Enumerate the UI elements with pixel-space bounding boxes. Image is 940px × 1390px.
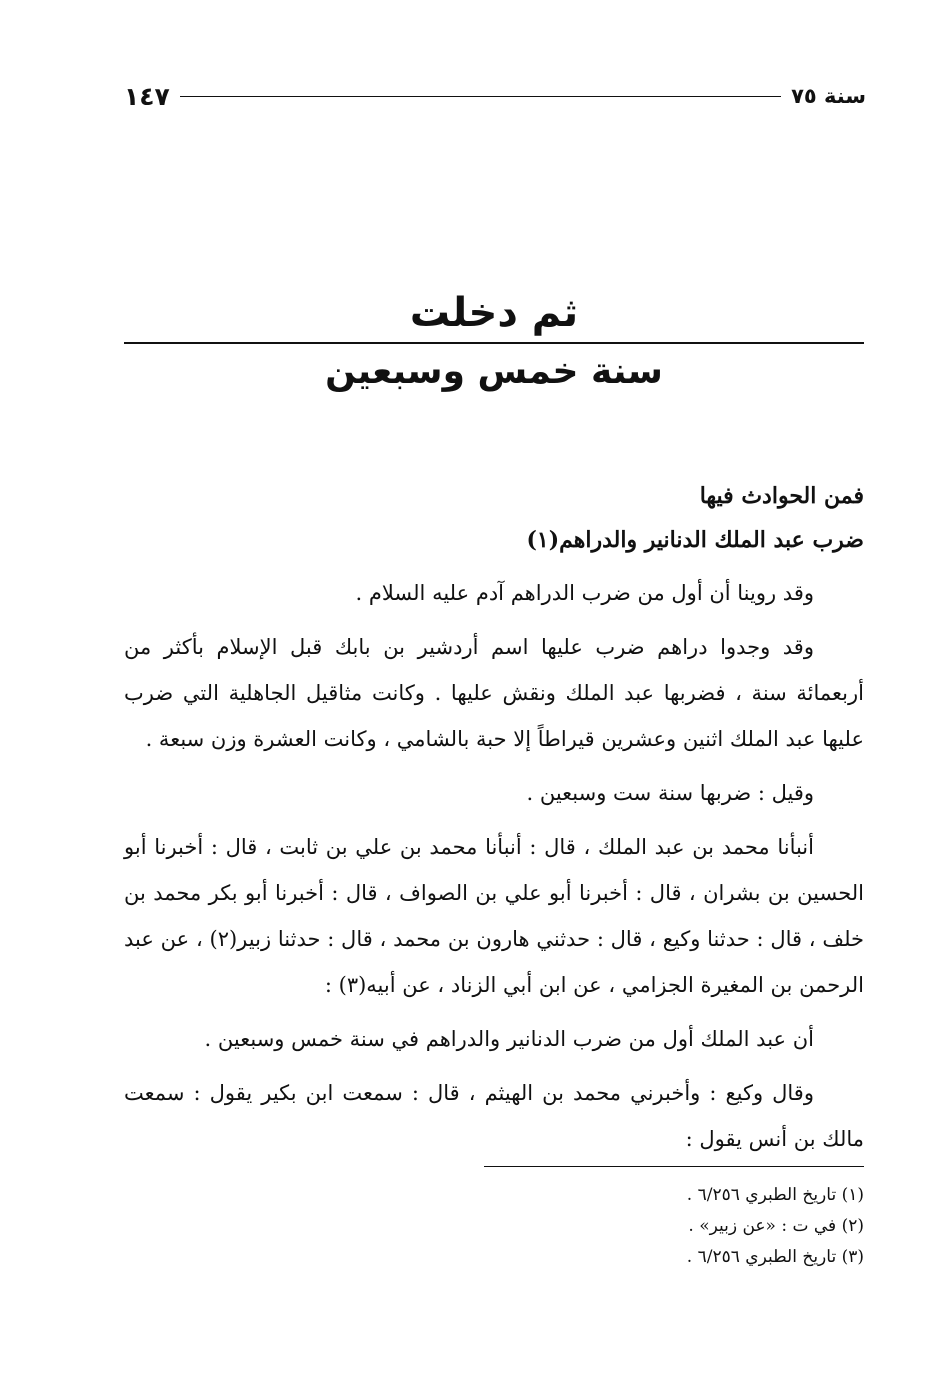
body-text <box>124 474 864 1162</box>
paragraph-6: وقال وكيع : وأخبرني محمد بن الهيثم ، قال : سمعت ابن بكير يقول : سمعت مالك بن أنس يقول : <box>124 1081 864 1151</box>
chapter-subtitle: سنة خمس وسبعين <box>325 351 663 392</box>
footnote-1: (١) تاريخ الطبري ٦/٢٥٦ . <box>686 1185 864 1205</box>
paragraph-2: وقد وجدوا دراهم ضرب عليها اسم أردشير بن بابك قبل الإسلام بأكثر من أربعمائة سنة ، فضربها عبد الملك ونقش عليها . وكانت مثاقيل الجاهلية التي ضرب عليها عبد الملك اثنين وعشرين قيراطاً إلا حبة بالشامي ، وكانت العشرة وزن سبعة . <box>124 635 864 751</box>
page-number: ١٤٧ <box>124 81 170 111</box>
paragraph-5: أن عبد الملك أول من ضرب الدنانير والدراهم في سنة خمس وسبعين . <box>204 1027 814 1051</box>
paragraph-1: وقد روينا أن أول من ضرب الدراهم آدم عليه السلام . <box>355 581 814 605</box>
footnotes <box>484 1180 864 1273</box>
running-header <box>124 76 866 116</box>
chapter-divider <box>124 342 864 344</box>
footnote-2: (٢) في ت : «عن زبير» . <box>688 1216 864 1236</box>
paragraph-3: وقيل : ضربها سنة ست وسبعين . <box>526 781 814 805</box>
section-heading: فمن الحوادث فيها <box>699 483 864 509</box>
header-section-label: سنة ٧٥ <box>791 84 866 108</box>
paragraph-4: أنبأنا محمد بن عبد الملك ، قال : أنبأنا محمد بن علي بن ثابت ، قال : أخبرنا أبو الحسين بن بشران ، قال : أخبرنا أبو علي بن الصواف ، قال : أخبرنا أبو بكر محمد بن خلف ، قال : حدثنا وكيع ، قال : حدثني هارون بن محمد ، قال : حدثنا زبير(٢) ، عن عبد الرحمن بن المغيرة الجزامي ، عن ابن أبي الزناد ، عن أبيه(٣) : <box>124 835 865 997</box>
chapter-title: ثم دخلت <box>409 290 579 336</box>
footnote-3: (٣) تاريخ الطبري ٦/٢٥٦ . <box>686 1247 864 1267</box>
footnote-divider <box>484 1166 864 1167</box>
header-rule <box>180 96 781 97</box>
section-subheading: ضرب عبد الملك الدنانير والدراهم(١) <box>526 527 864 553</box>
